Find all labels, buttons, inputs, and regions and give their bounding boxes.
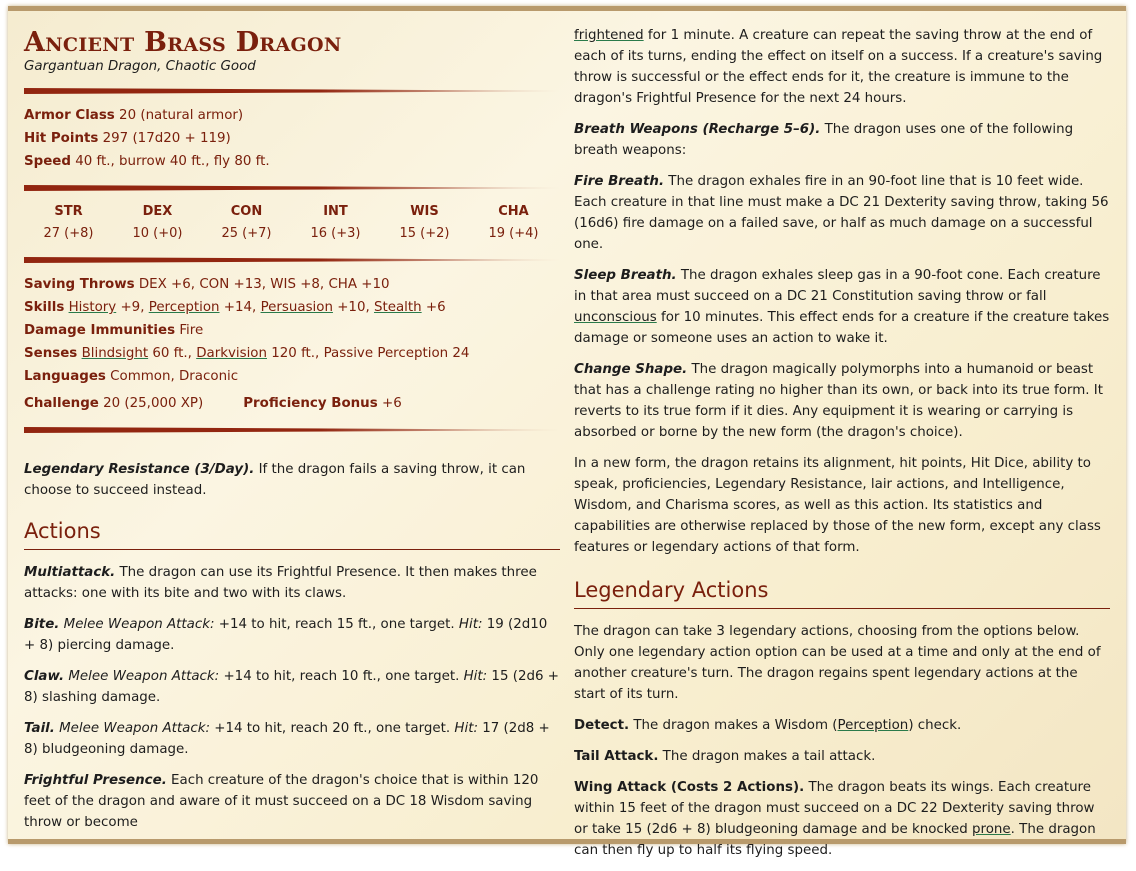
hit-points: [24, 127, 560, 150]
legendary-actions-heading: Legendary Actions: [574, 576, 1110, 609]
action-tail: [24, 718, 560, 760]
legendary-action-name: Wing Attack (Costs 2 Actions).: [574, 780, 805, 795]
darkvision-link[interactable]: Darkvision: [196, 346, 267, 361]
ability-name: CON: [230, 204, 263, 219]
legendary-action-text: The dragon makes a Wisdom (: [629, 718, 838, 733]
action-name: Tail.: [24, 721, 55, 736]
divider: [24, 427, 560, 433]
hit-points-value: 297 (17d20 + 119): [102, 131, 231, 146]
senses-label: Senses: [24, 346, 78, 361]
attack-reach: +14 to hit, reach 10 ft., one target.: [219, 669, 464, 684]
armor-class-value: 20 (natural armor): [119, 108, 244, 123]
languages-label: Languages: [24, 369, 106, 384]
legendary-action-name: Tail Attack.: [574, 749, 659, 764]
speed-label: Speed: [24, 154, 71, 169]
action-bite: [24, 614, 560, 656]
skill-value: +14,: [219, 300, 261, 315]
action-name: Sleep Breath.: [574, 268, 677, 283]
senses: [24, 342, 560, 365]
proficiency-bonus: [243, 392, 401, 415]
ability-str: [24, 201, 113, 245]
ability-wis: [380, 201, 469, 245]
change-shape-details: In a new form, the dragon retains its alignment, hit points, Hit Dice, ability to speak, proficiencies, Legendary Resistance, lair actions, and Intelligence, Wisdom, and Charisma scores, as well as this action. Its statistics and capabilities are otherwise replaced by those of the new form, except any class features or legendary actions of that form.: [574, 456, 1101, 555]
trait-name: Legendary Resistance (3/Day).: [24, 462, 255, 477]
perception-link[interactable]: Perception: [837, 718, 909, 733]
frightened-link[interactable]: frightened: [574, 28, 644, 43]
hit-label: Hit:: [458, 617, 483, 632]
saving-throws-label: Saving Throws: [24, 277, 135, 292]
hit-label: Hit:: [463, 669, 488, 684]
ability-int: [291, 201, 380, 245]
ability-dex: [113, 201, 202, 245]
damage-text: 19 (2d10 + 8) piercing damage.: [24, 617, 548, 653]
proficiency-label: Proficiency Bonus: [243, 396, 378, 411]
armor-class-label: Armor Class: [24, 108, 115, 123]
action-multiattack: [24, 562, 560, 604]
damage-immunities-value: Fire: [179, 323, 204, 338]
skills: [24, 296, 560, 319]
action-change-shape: [574, 359, 1110, 443]
actions-heading: Actions: [24, 517, 560, 550]
saving-throws-value: DEX +6, CON +13, WIS +8, CHA +10: [138, 277, 390, 292]
attack-reach: +14 to hit, reach 15 ft., one target.: [214, 617, 459, 632]
skills-label: Skills: [24, 300, 65, 315]
ability-score: 15 (+2): [399, 226, 450, 241]
action-sleep-breath: [574, 265, 1110, 349]
attack-type: Melee Weapon Attack:: [63, 617, 215, 632]
legendary-wing-attack: [574, 777, 1110, 861]
action-text: The dragon exhales fire in an 90-foot line that is 10 feet wide. Each creature in that line must make a DC 21 Dexterity saving throw, taking 56 (16d6) fire damage on a failed save, or half as much damage on a successful one.: [574, 174, 1109, 252]
action-name: Change Shape.: [574, 362, 688, 377]
languages-value: Common, Draconic: [110, 369, 239, 384]
ability-score: 19 (+4): [488, 226, 539, 241]
action-name: Multiattack.: [24, 565, 116, 580]
monster-name: Ancient Brass Dragon: [24, 27, 342, 58]
action-fire-breath: [574, 171, 1110, 255]
action-name: Bite.: [24, 617, 60, 632]
action-name: Frightful Presence.: [24, 773, 167, 788]
action-text: Each creature of the dragon's choice that is within 120 feet of the dragon and aware of it must succeed on a DC 18 Wisdom saving throw or become: [24, 773, 539, 830]
ability-name: INT: [323, 204, 348, 219]
action-frightful-presence: [24, 770, 560, 833]
challenge: [24, 392, 203, 415]
action-name: Fire Breath.: [574, 174, 665, 189]
divider: [24, 185, 560, 191]
legendary-intro: The dragon can take 3 legendary actions, choosing from the options below. Only one legendary action option can be used at a time and only at the end of another creature's turn. The dragon regains spent legendary actions at the start of its turn.: [574, 624, 1101, 702]
legendary-action-text: The dragon makes a tail attack.: [658, 749, 876, 764]
ability-score: 25 (+7): [221, 226, 272, 241]
action-text: The dragon can use its Frightful Presence. It then makes three attacks: one with its bite and two with its claws.: [24, 565, 537, 601]
divider: [24, 257, 560, 263]
skill-perception-link[interactable]: Perception: [148, 300, 220, 315]
attack-type: Melee Weapon Attack:: [68, 669, 220, 684]
ability-scores: [24, 201, 560, 245]
hit-points-label: Hit Points: [24, 131, 99, 146]
trait-legendary-resistance: [24, 459, 560, 501]
legendary-detect: [574, 715, 1110, 736]
legendary-tail-attack: [574, 746, 1110, 767]
challenge-value: 20 (25,000 XP): [103, 396, 204, 411]
stat-block: [8, 6, 1126, 858]
action-name: Breath Weapons (Recharge 5–6).: [574, 122, 821, 137]
ability-name: STR: [54, 204, 83, 219]
skill-value: +10,: [332, 300, 374, 315]
action-text: for 1 minute. A creature can repeat the saving throw at the end of each of its turns, ending the effect on itself on a success. If a creature's saving throw is successful or the effect ends for it, the creature is immune to the dragon's Frightful Presence for the next 24 hours.: [574, 28, 1103, 106]
damage-text: 15 (2d6 + 8) slashing damage.: [24, 669, 559, 705]
damage-immunities: [24, 319, 560, 342]
action-text: The dragon magically polymorphs into a humanoid or beast that has a challenge rating no higher than its own, or back into its true form. It reverts to its true form if it dies. Any equipment it is wearing or carrying is absorbed or borne by the new form (the dragon's choice).: [574, 362, 1103, 440]
action-text: The dragon exhales sleep gas in a 90-foot cone. Each creature in that area must succeed on a DC 21 Constitution saving throw or fall: [574, 268, 1101, 304]
senses-value: 60 ft.,: [148, 346, 197, 361]
skill-value: +9,: [116, 300, 149, 315]
legendary-action-text: ) check.: [908, 718, 962, 733]
attack-reach: +14 to hit, reach 20 ft., one target.: [210, 721, 455, 736]
trait-text: If the dragon fails a saving throw, it can choose to succeed instead.: [24, 462, 526, 498]
speed-value: 40 ft., burrow 40 ft., fly 80 ft.: [75, 154, 270, 169]
ability-con: [202, 201, 291, 245]
action-text: for 10 minutes. This effect ends for a creature if the creature takes damage or someone uses an action to wake it.: [574, 310, 1110, 346]
languages: [24, 365, 560, 388]
action-claw: [24, 666, 560, 708]
unconscious-link[interactable]: unconscious: [574, 310, 657, 325]
prone-link[interactable]: prone: [972, 822, 1011, 837]
skill-history-link[interactable]: History: [68, 300, 117, 315]
hit-label: Hit:: [454, 721, 478, 736]
ability-name: CHA: [498, 204, 529, 219]
saving-throws: [24, 273, 560, 296]
damage-immunities-label: Damage Immunities: [24, 323, 176, 338]
ability-cha: [469, 201, 558, 245]
challenge-row: [24, 392, 560, 415]
proficiency-value: +6: [381, 396, 402, 411]
blindsight-link[interactable]: Blindsight: [81, 346, 149, 361]
challenge-label: Challenge: [24, 396, 99, 411]
frightful-presence-continued: [574, 25, 1110, 109]
legendary-action-text: The dragon beats its wings. Each creature within 15 feet of the dragon must succeed on a DC 22 Dexterity saving throw or take 15 (2d6 + 8) bludgeoning damage and be knocked: [574, 780, 1095, 837]
left-column: [24, 11, 560, 843]
ability-score: 27 (+8): [43, 226, 94, 241]
senses-value: 120 ft., Passive Perception 24: [267, 346, 470, 361]
attack-type: Melee Weapon Attack:: [59, 721, 210, 736]
action-name: Claw.: [24, 669, 65, 684]
skill-stealth-link[interactable]: Stealth: [373, 300, 422, 315]
legendary-action-text: . The dragon can then fly up to half its flying speed.: [574, 822, 1096, 858]
speed: [24, 150, 560, 173]
legendary-action-name: Detect.: [574, 718, 630, 733]
damage-text: 17 (2d8 + 8) bludgeoning damage.: [24, 721, 550, 757]
action-text: The dragon uses one of the following breath weapons:: [574, 122, 1074, 158]
ability-name: WIS: [410, 204, 439, 219]
skill-persuasion-link[interactable]: Persuasion: [260, 300, 333, 315]
skill-value: +6: [421, 300, 446, 315]
monster-meta: Gargantuan Dragon, Chaotic Good: [24, 59, 256, 74]
ability-score: 16 (+3): [310, 226, 361, 241]
ability-name: DEX: [142, 204, 173, 219]
right-column: [574, 25, 1110, 871]
action-breath-weapons: [574, 119, 1110, 161]
armor-class: [24, 104, 560, 127]
divider: [24, 88, 560, 94]
ability-score: 10 (+0): [132, 226, 183, 241]
